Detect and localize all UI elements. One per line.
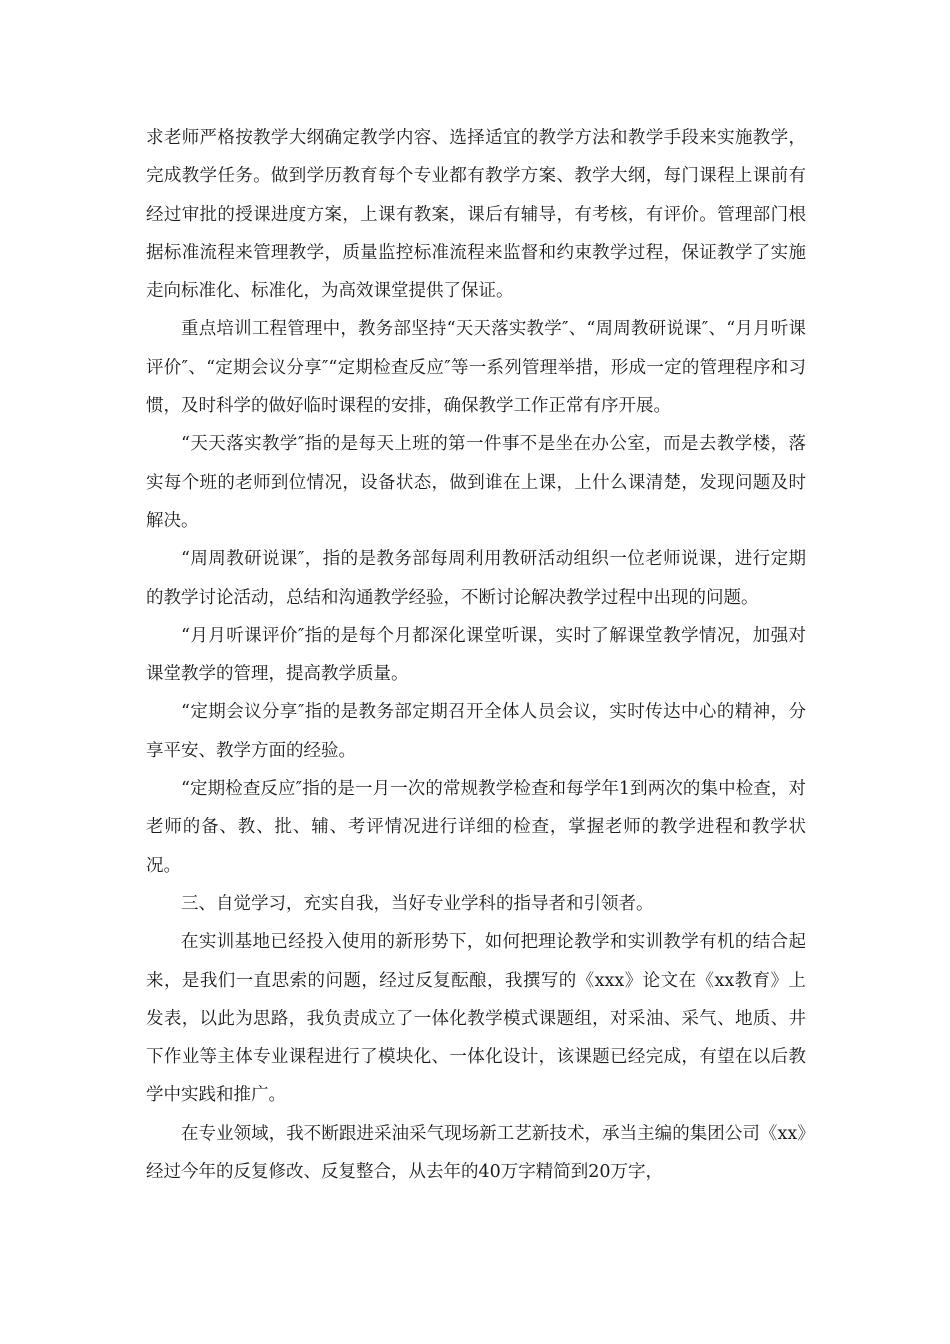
paragraph-management-measures: 重点培训工程管理中，教务部坚持“天天落实教学″、“周周教研说课″、“月月听课评价″、“定期会议分享″“定期检查反应″等一系列管理举措，形成一定的管理程序和习惯，及时科学的做好临时课程的安排，确保教学工作正常有序开展。	[146, 319, 806, 417]
paragraph-continuation: 求老师严格按教学大纲确定教学内容、选择适宜的教学方法和教学手段来实施教学，完成教学任务。做到学历教育每个专业都有教学方案、教学大纲，每门课程上课前有经过审批的授课进度方案，上课有教案，课后有辅导，有考核，有评价。管理部门根据标准流程来管理教学，质量监控标准流程来监督和约束教学过程，保证教学了实施走向标准化、标准化，为高效课堂提供了保证。	[146, 128, 806, 302]
paragraph-weekly-research: “周周教研说课″，指的是教务部每周利用教研活动组织一位老师说课，进行定期的教学讨论活动，总结和沟通教学经验，不断讨论解决教学过程中出现的问题。	[146, 549, 806, 608]
paragraph-regular-meeting: “定期会议分享″指的是教务部定期召开全体人员会议，实时传达中心的精神，分享平安、教学方面的经验。	[146, 702, 806, 761]
paragraph-professional-field: 在专业领域，我不断跟进采油采气现场新工艺新技术，承当主编的集团公司《xx》经过今年的反复修改、反复整合，从去年的40万字精简到20万字，	[146, 1123, 806, 1183]
paragraph-daily-teaching: “天天落实教学″指的是每天上班的第一件事不是坐在办公室，而是去教学楼，落实每个班的老师到位情况，设备状态，做到谁在上课，上什么课清楚，发现问题及时解决。	[146, 434, 806, 531]
document-body	[146, 119, 806, 1191]
paragraph-regular-inspection: “定期检查反应″指的是一月一次的常规教学检查和每学年1到两次的集中检查，对老师的备、教、批、辅、考评情况进行详细的检查，掌握老师的教学进程和教学状况。	[146, 779, 806, 876]
section-heading-self-study: 三、自觉学习，充实自我，当好专业学科的指导者和引领者。	[181, 893, 654, 914]
paragraph-training-base: 在实训基地已经投入使用的新形势下，如何把理论教学和实训教学有机的结合起来，是我们一直思索的问题，经过反复酝酿，我撰写的《xxx》论文在《xx教育》上发表，以此为思路，我负责成立了一体化教学模式课题组，对采油、采气、地质、井下作业等主体专业课程进行了模块化、一体化设计，该课题已经完成，有望在以后教学中实践和推广。	[146, 932, 806, 1106]
paragraph-monthly-evaluation: “月月听课评价″指的是每个月都深化课堂听课，实时了解课堂教学情况，加强对课堂教学的管理，提高教学质量。	[146, 625, 806, 685]
